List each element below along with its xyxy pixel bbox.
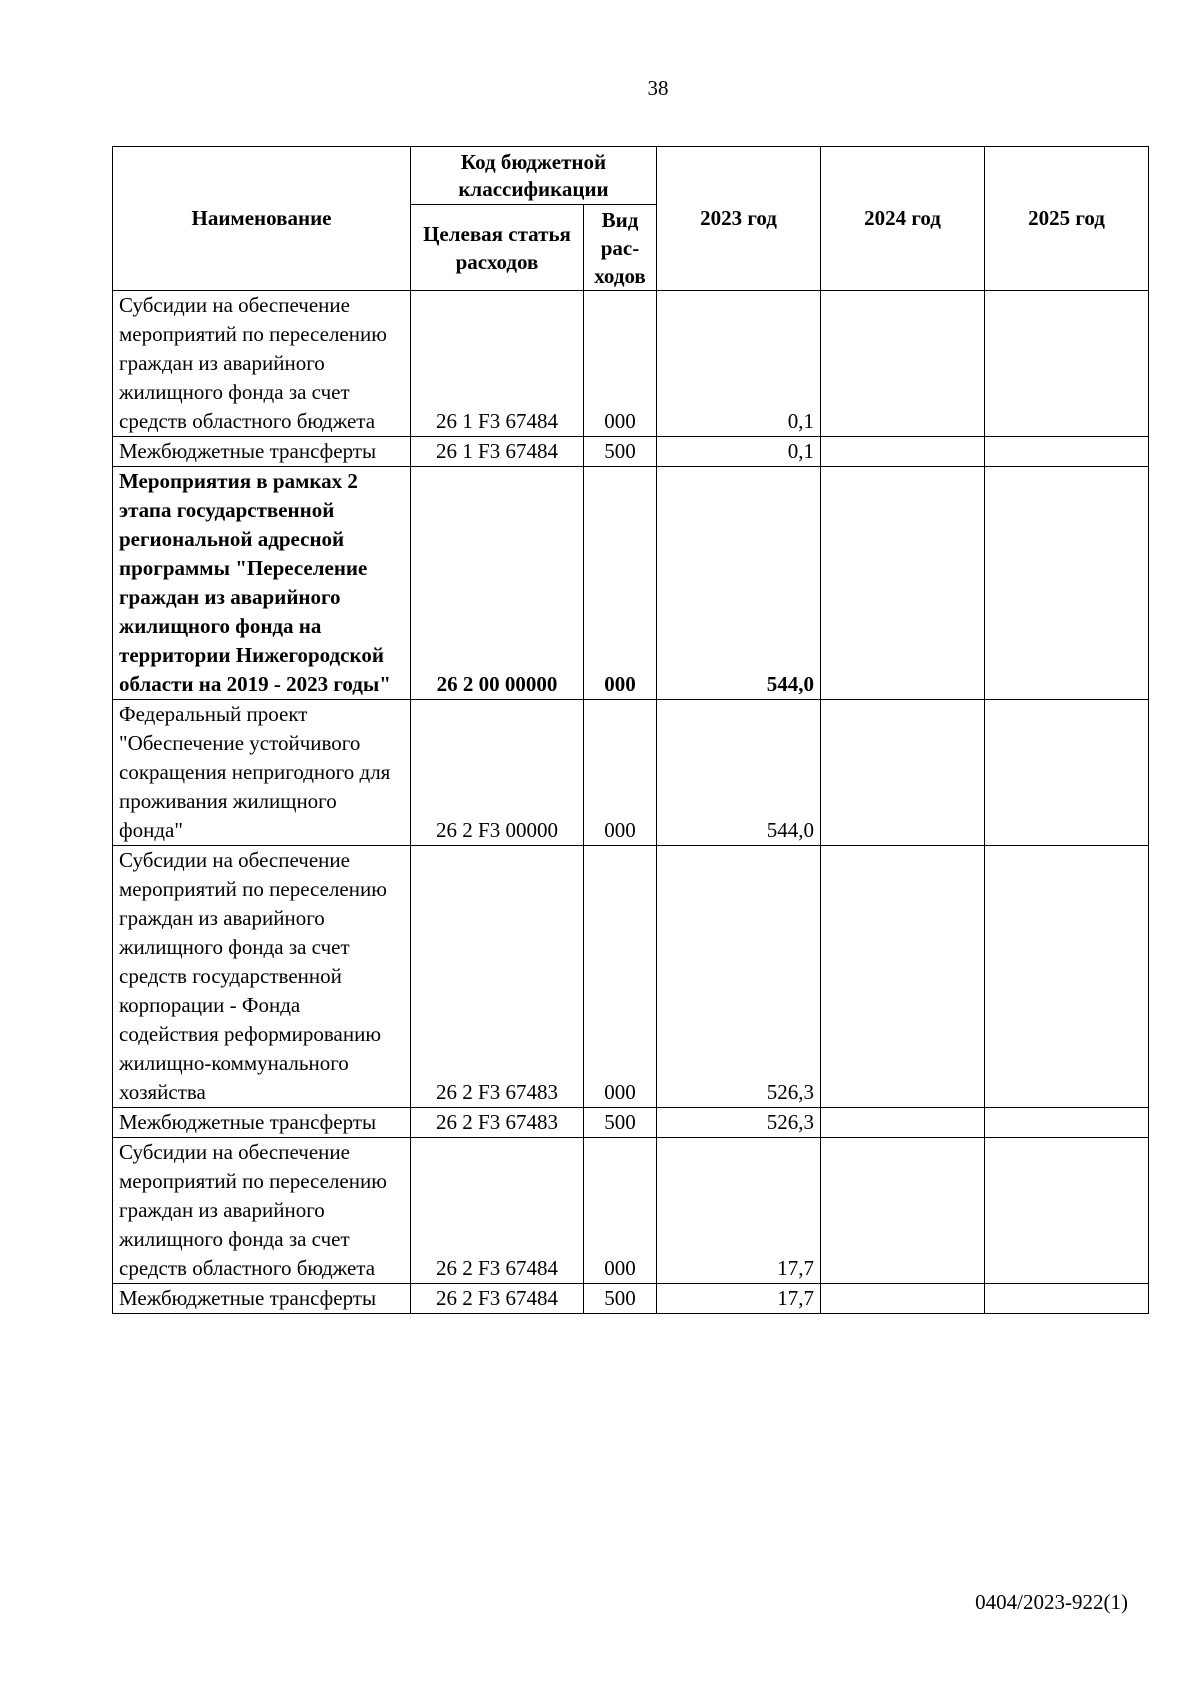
- row-expense-type: 500: [584, 1284, 657, 1314]
- row-name: Субсидии на обеспечение мероприятий по переселению граждан из аварийного жилищного фонда за счет средств государственной корпорации - Фонда содействия реформированию жилищно-коммунального хозяйства: [113, 846, 411, 1108]
- row-value-2024: [821, 437, 985, 467]
- row-value-2023: 0,1: [657, 291, 821, 437]
- table-row: [113, 437, 1149, 467]
- row-expense-type: 000: [584, 467, 657, 700]
- row-expense-type: 000: [584, 291, 657, 437]
- table-row: [113, 700, 1149, 846]
- row-value-2023: 0,1: [657, 437, 821, 467]
- row-expense-type: 500: [584, 1108, 657, 1138]
- row-target-article: 26 2 F3 67484: [411, 1138, 584, 1284]
- row-value-2025: [985, 467, 1149, 700]
- header-target-article: Целевая статья расходов: [411, 205, 584, 291]
- row-expense-type: 000: [584, 1138, 657, 1284]
- table-row: [113, 1284, 1149, 1314]
- row-value-2024: [821, 1284, 985, 1314]
- row-expense-type: 000: [584, 700, 657, 846]
- row-value-2025: [985, 1138, 1149, 1284]
- table-body: [113, 291, 1149, 1314]
- row-name: Федеральный проект "Обеспечение устойчивого сокращения непригодного для проживания жилищного фонда": [113, 700, 411, 846]
- header-year-2025: 2025 год: [985, 147, 1149, 291]
- header-year-2024: 2024 год: [821, 147, 985, 291]
- row-target-article: 26 1 F3 67484: [411, 437, 584, 467]
- row-value-2023: 544,0: [657, 700, 821, 846]
- row-value-2024: [821, 291, 985, 437]
- row-value-2024: [821, 846, 985, 1108]
- row-value-2023: 526,3: [657, 846, 821, 1108]
- row-name: Межбюджетные трансферты: [113, 1108, 411, 1138]
- row-target-article: 26 2 F3 67483: [411, 846, 584, 1108]
- row-name: Межбюджетные трансферты: [113, 437, 411, 467]
- row-value-2025: [985, 700, 1149, 846]
- table-row: [113, 1138, 1149, 1284]
- header-code-group: Код бюджетной классификации: [411, 147, 657, 205]
- header-year-2023: 2023 год: [657, 147, 821, 291]
- table-row: [113, 467, 1149, 700]
- table-row: [113, 846, 1149, 1108]
- budget-table: [112, 146, 1149, 1314]
- table-row: [113, 291, 1149, 437]
- row-name: Мероприятия в рамках 2 этапа государственной региональной адресной программы "Переселение граждан из аварийного жилищного фонда на территории Нижегородской области на 2019 - 2023 годы": [113, 467, 411, 700]
- row-name: Межбюджетные трансферты: [113, 1284, 411, 1314]
- row-target-article: 26 2 F3 67483: [411, 1108, 584, 1138]
- header-expense-type: Вид рас-ходов: [584, 205, 657, 291]
- row-value-2024: [821, 700, 985, 846]
- row-value-2023: 544,0: [657, 467, 821, 700]
- row-value-2025: [985, 1108, 1149, 1138]
- header-name: Наименование: [113, 147, 411, 291]
- row-value-2025: [985, 291, 1149, 437]
- page-number: 38: [647, 76, 669, 100]
- row-expense-type: 000: [584, 846, 657, 1108]
- row-value-2023: 17,7: [657, 1138, 821, 1284]
- row-target-article: 26 2 F3 00000: [411, 700, 584, 846]
- row-value-2024: [821, 1108, 985, 1138]
- row-target-article: 26 2 F3 67484: [411, 1284, 584, 1314]
- row-value-2025: [985, 1284, 1149, 1314]
- row-value-2024: [821, 1138, 985, 1284]
- row-name: Субсидии на обеспечение мероприятий по переселению граждан из аварийного жилищного фонда за счет средств областного бюджета: [113, 291, 411, 437]
- row-value-2023: 526,3: [657, 1108, 821, 1138]
- table-row: [113, 1108, 1149, 1138]
- row-name: Субсидии на обеспечение мероприятий по переселению граждан из аварийного жилищного фонда за счет средств областного бюджета: [113, 1138, 411, 1284]
- row-value-2023: 17,7: [657, 1284, 821, 1314]
- row-value-2025: [985, 437, 1149, 467]
- row-value-2024: [821, 467, 985, 700]
- document-code: 0404/2023-922(1): [975, 1590, 1128, 1614]
- row-value-2025: [985, 846, 1149, 1108]
- row-target-article: 26 2 00 00000: [411, 467, 584, 700]
- row-target-article: 26 1 F3 67484: [411, 291, 584, 437]
- row-expense-type: 500: [584, 437, 657, 467]
